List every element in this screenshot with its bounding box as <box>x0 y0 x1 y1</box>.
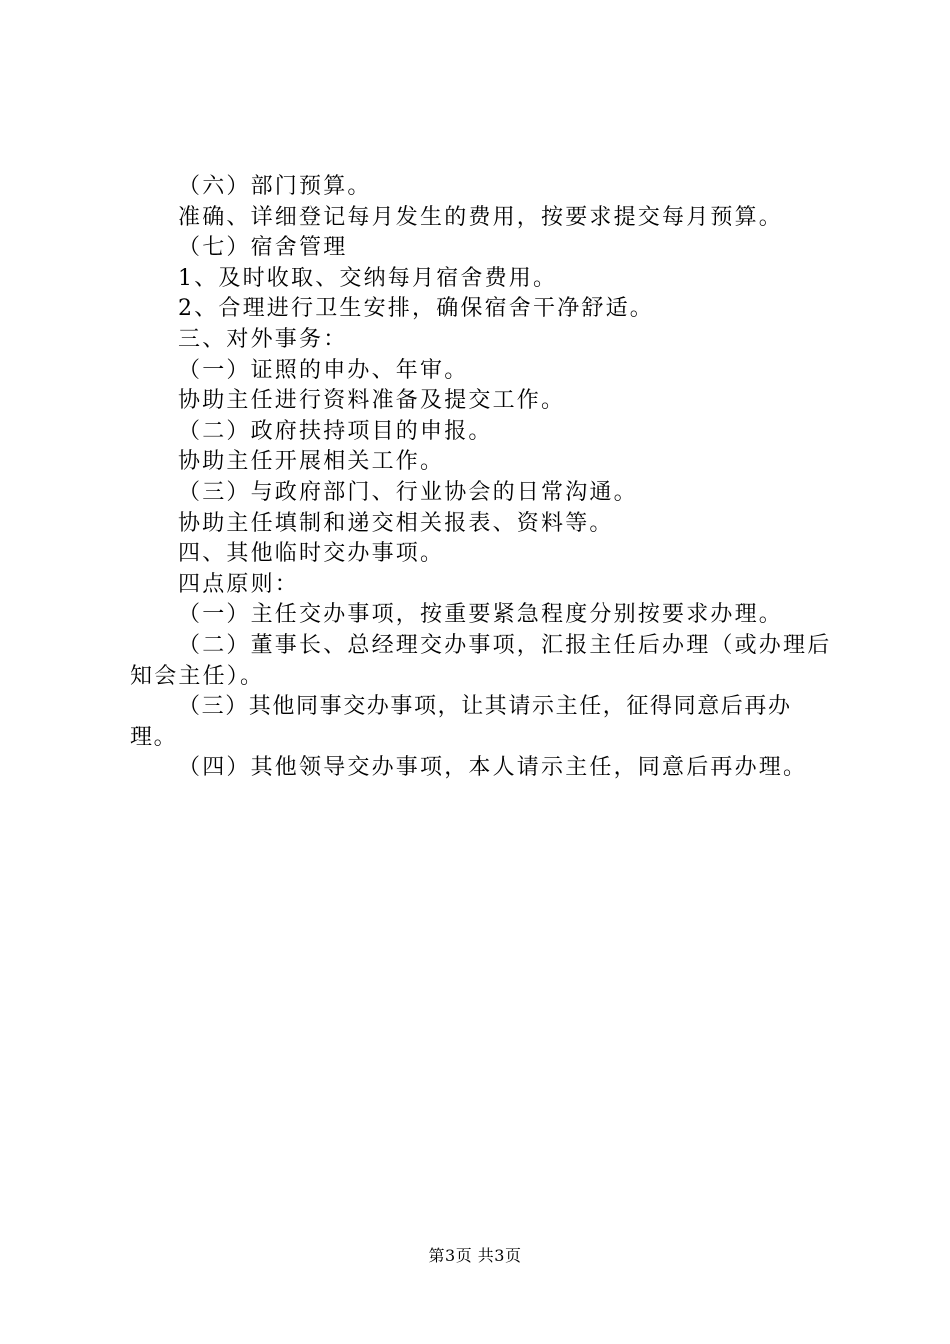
section-heading: （三）与政府部门、行业协会的日常沟通。 <box>178 479 638 505</box>
principle-item: （三）其他同事交办事项，让其请示主任，征得同意后再办理。 <box>130 694 792 750</box>
principle-item: （一）主任交办事项，按重要紧急程度分别按要求办理。 <box>178 602 784 628</box>
text-line: 协助主任进行资料准备及提交工作。 <box>178 388 566 414</box>
section-heading: （二）政府扶持项目的申报。 <box>178 418 493 444</box>
section-heading: （一）证照的申办、年审。 <box>178 357 469 383</box>
text-line: 准确、详细登记每月发生的费用，按要求提交每月预算。 <box>178 204 784 230</box>
section-heading: 三、对外事务： <box>178 326 348 352</box>
section-heading: 四、其他临时交办事项。 <box>178 541 445 567</box>
principle-item: （二）董事长、总经理交办事项，汇报主任后办理（或办理后知会主任）。 <box>130 632 832 689</box>
text-line: 协助主任填制和递交相关报表、资料等。 <box>178 510 614 536</box>
text-line: 2、合理进行卫生安排，确保宿舍干净舒适。 <box>178 296 654 322</box>
text-line: 1、及时收取、交纳每月宿舍费用。 <box>178 265 558 291</box>
section-heading: 四点原则： <box>178 571 300 597</box>
principle-item: （四）其他领导交办事项，本人请示主任，同意后再办理。 <box>178 755 808 781</box>
section-heading: （七）宿舍管理 <box>178 235 348 261</box>
text-line: 协助主任开展相关工作。 <box>178 449 445 475</box>
page-footer: 第3页 共3页 <box>428 1246 522 1265</box>
section-heading: （六）部门预算。 <box>178 174 372 199</box>
document-body <box>130 172 836 784</box>
